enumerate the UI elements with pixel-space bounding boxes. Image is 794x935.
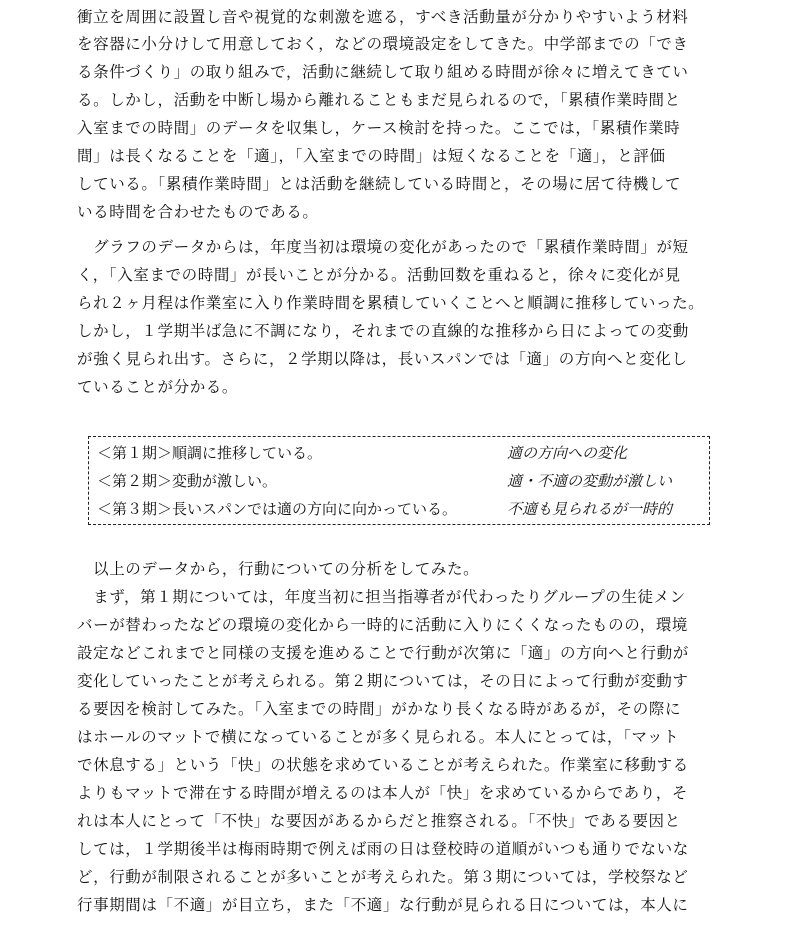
text-line: ど，行動が制限されることが多いことが考えられた。第３期については，学校祭など (77, 868, 689, 886)
text-line: いる時間を合わせたものである。 (77, 203, 319, 221)
text-line: る要因を検討してみた。「入室までの時間」がかなり長くなる時があるが，その際に (77, 700, 682, 718)
text-line: バーが替わったなどの環境の変化から一時的に活動に入りにくくなったものの，環境 (77, 616, 689, 634)
phase-1-label: ＜第１期＞順調に推移している。 (97, 444, 323, 462)
text-line: している。「累積作業時間」とは活動を継続している時間と，その場に居て待機して (77, 175, 682, 193)
text-line: ていることが分かる。 (77, 378, 239, 396)
text-line: 間」は長くなることを「適」，「入室までの時間」は短くなることを「適」，と評価 (77, 147, 666, 165)
text-line: が強く見られ出す。さらに，２学期以降は，長いスパンでは「適」の方向へと変化し (77, 350, 688, 368)
text-line: く，「入室までの時間」が長いことが分かる。活動回数を重ねると，徐々に変化が見 (77, 266, 681, 284)
text-line: で休息する」という「快」の状態を求めていることが考えられた。作業室に移動する (77, 756, 689, 774)
text-line: 入室までの時間」のデータを収集し，ケース検討を持った。ここでは，「累積作業時 (77, 119, 681, 137)
text-line: を容器に小分けして用意しておく，などの環境設定をしてきた。中学部までの「でき (77, 35, 689, 53)
text-line: る条件づくり」の取り組みで，活動に継続して取り組める時間が徐々に増えてきてい (77, 63, 689, 81)
phase-summary-box (88, 436, 710, 525)
text-line: れは本人にとって「不快」な要因があるからだと推察される。「不快」である要因と (77, 812, 681, 830)
text-line: しかし，１学期半ば急に不調になり，それまでの直線的な推移から日によっての変動 (77, 322, 689, 340)
phase-1-evaluation: 適の方向への変化 (507, 444, 628, 462)
text-line: はホールのマットで横になっていることが多く見られる。本人にとっては，「マット (77, 728, 680, 746)
phase-2-evaluation: 適・不適の変動が激しい (507, 472, 673, 490)
text-line: 変化していったことが考えられる。第２期については，その日によって行動が変動す (77, 672, 689, 690)
text-line: よりもマットで滞在する時間が増えるのは本人が「快」を求めているからであり，そ (77, 784, 689, 802)
phase-3-evaluation: 不適も見られるが一時的 (507, 500, 673, 518)
text-line: 衝立を周囲に設置し音や視覚的な刺激を遮る，すべき活動量が分かりやすいよう材料 (77, 8, 689, 26)
text-line: られ２ヶ月程は作業室に入り作業時間を累積していくことへと順調に推移していった。 (77, 294, 705, 312)
text-line: まず，第１期については，年度当初に担当指導者が代わったりグループの生徒メン (77, 588, 686, 606)
text-line: 設定などこれまでと同様の支援を進めることで行動が次第に「適」の方向へと行動が (77, 644, 689, 662)
phase-3-label: ＜第３期＞長いスパンでは適の方向に向かっている。 (97, 500, 458, 518)
text-line: 以上のデータから，行動についての分析をしてみた。 (77, 560, 480, 578)
text-line: る。しかし，活動を中断し場から離れることもまだ見られるので，「累積作業時間と (77, 91, 681, 109)
text-line: グラフのデータからは，年度当初は環境の変化があったので「累積作業時間」が短 (77, 238, 689, 256)
text-line: 行事期間は「不適」が目立ち，また「不適」な行動が見られる日については，本人に (77, 896, 689, 914)
phase-2-label: ＜第２期＞変動が激しい。 (97, 472, 278, 490)
text-line: しては，１学期後半は梅雨時期で例えば雨の日は登校時の道順がいつも通りでないな (77, 840, 689, 858)
